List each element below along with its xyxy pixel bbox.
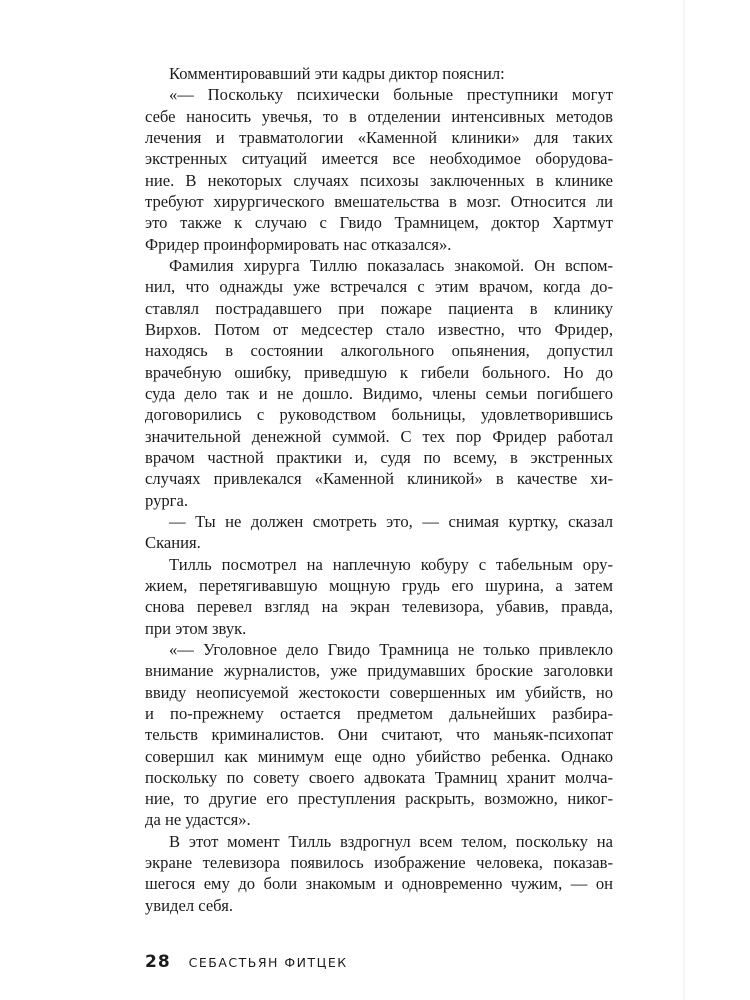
text-line: рурга. bbox=[145, 490, 188, 510]
text-line: нил, что однажды уже встречался с этим врачом, когда до- bbox=[145, 277, 613, 297]
text-line: при этом звук. bbox=[145, 618, 247, 638]
text-line: — Ты не должен смотреть это, — снимая куртку, сказал bbox=[169, 511, 613, 531]
text-line: лечения и травматологии «Каменной клиники» для таких bbox=[145, 127, 613, 147]
page-number: 28 bbox=[145, 952, 171, 972]
text-line: экстренных ситуаций имеется все необходимое оборудова- bbox=[145, 149, 613, 169]
text-line: Вирхов. Потом от медсестер стало известно, что Фридер, bbox=[145, 319, 613, 339]
text-line: снова перевел взгляд на экран телевизора, убавив, правда, bbox=[145, 597, 613, 617]
text-line: это также к случаю с Гвидо Трамницем, доктор Хартмут bbox=[145, 213, 613, 233]
running-head-author: СЕБАСТЬЯН ФИТЦЕК bbox=[188, 955, 348, 970]
text-line: поскольку по совету своего адвоката Трамниц хранит молча- bbox=[145, 767, 613, 787]
text-line: значительной денежной суммой. С тех пор Фридер работал bbox=[145, 426, 613, 446]
text-line: жием, перетягивавшую мощную грудь его шурина, а затем bbox=[145, 575, 613, 595]
text-line: Комментировавший эти кадры диктор пояснил: bbox=[169, 64, 505, 83]
text-line: совершил как минимум еще одно убийство ребенка. Однако bbox=[145, 746, 613, 766]
text-line: случаях привлекался «Каменной клиникой» в качестве хи- bbox=[145, 469, 613, 489]
text-line: увидел себя. bbox=[145, 895, 233, 915]
text-line: «— Поскольку психически больные преступники могут bbox=[169, 85, 613, 105]
body-text bbox=[145, 63, 613, 916]
text-line: суда дело так и не дошло. Видимо, члены семьи погибшего bbox=[145, 383, 613, 403]
page-edge bbox=[683, 0, 685, 1000]
text-line: экране телевизора появилось изображение человека, показав- bbox=[145, 853, 613, 873]
page-footer bbox=[145, 952, 348, 972]
text-line: и по-прежнему остается предметом дальнейших разбира- bbox=[145, 703, 613, 723]
text-line: находясь в состоянии алкогольного опьянения, допустил bbox=[145, 341, 613, 361]
text-line: врачом частной практики и, судя по всему, в экстренных bbox=[145, 447, 613, 467]
text-line: шегося ему до боли знакомым и одновременно чужим, — он bbox=[145, 874, 613, 894]
text-line: ввиду неописуемой жестокости совершенных им убийств, но bbox=[145, 682, 613, 702]
text-line: врачебную ошибку, приведшую к гибели больного. Но до bbox=[145, 362, 613, 382]
text-line: Скания. bbox=[145, 533, 201, 553]
text-line: Фридер проинформировать нас отказался». bbox=[145, 234, 452, 254]
text-line: ставлял пострадавшего при пожаре пациента в клинику bbox=[145, 298, 613, 318]
text-line: В этот момент Тилль вздрогнул всем телом, поскольку на bbox=[169, 831, 613, 851]
text-line: ние. В некоторых случаях психозы заключенных в клинике bbox=[145, 170, 613, 190]
text-line: договорились с руководством больницы, удовлетворившись bbox=[145, 405, 613, 425]
text-line: внимание журналистов, уже придумавших броские заголовки bbox=[145, 661, 613, 681]
text-line: да не удастся». bbox=[145, 810, 251, 830]
text-line: тельств криминалистов. Они считают, что маньяк-психопат bbox=[145, 725, 613, 745]
text-line: ние, то другие его преступления раскрыть, возможно, никог- bbox=[145, 789, 613, 809]
text-line: себе наносить увечья, то в отделении интенсивных методов bbox=[145, 106, 613, 126]
text-line: требуют хирургического вмешательства в мозг. Относится ли bbox=[145, 191, 613, 211]
text-line: Фамилия хирурга Тиллю показалась знакомой. Он вспом- bbox=[169, 255, 613, 275]
text-line: Тилль посмотрел на наплечную кобуру с табельным ору- bbox=[169, 554, 613, 574]
text-line: «— Уголовное дело Гвидо Трамница не только привлекло bbox=[169, 639, 613, 659]
